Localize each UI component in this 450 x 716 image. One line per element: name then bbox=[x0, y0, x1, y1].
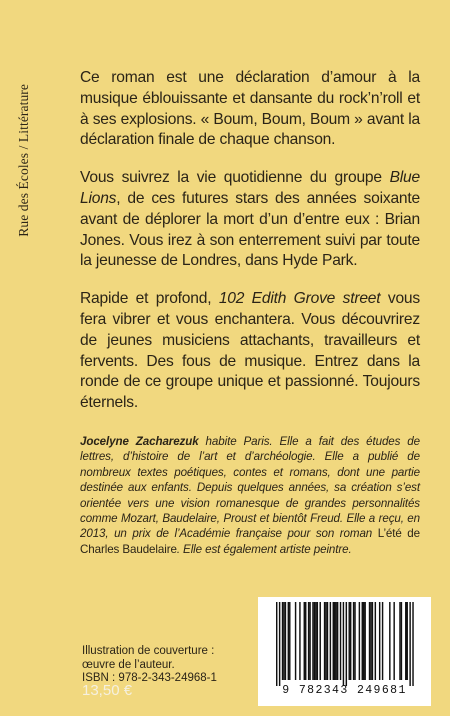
barcode-bar bbox=[279, 602, 280, 686]
barcode-bar bbox=[334, 602, 335, 680]
barcode-bar bbox=[325, 602, 326, 680]
barcode-bar bbox=[337, 602, 338, 680]
spine-text: Rue des Écoles / Littérature bbox=[16, 83, 31, 237]
barcode-bar bbox=[412, 602, 413, 686]
barcode-bar bbox=[283, 602, 284, 680]
bio-text: habite Paris. Elle a fait des études de lettres, d’histoire de l’art et d’archéologie. Elle a publié de nombreux textes poétiques, contes et romans, dont une partie destinée aux enfants. Depuis quelques années, sa création s’est orientée vers une vision romanesque de grandes personnalités comme Mozart, Baudelaire, Proust et bientôt Freud. Elle a reçu, en 2013, un prix de l’Académie française pour son roman bbox=[80, 435, 420, 541]
barcode-bar bbox=[333, 602, 334, 680]
blurb-text: Rapide et profond, bbox=[80, 290, 219, 308]
author-name: Jocelyne Zacharezuk bbox=[80, 435, 199, 448]
blurb-text: , de ces futures stars des années soixante avant de déplorer la mort d’un d’entre eux : Brian Jones. Vous irez à son enterrement suivi par toute la jeunesse de Londres, dans Hyde Park. bbox=[80, 189, 420, 270]
barcode-bar bbox=[309, 602, 310, 680]
credits bbox=[82, 645, 217, 686]
barcode-bar bbox=[320, 602, 321, 680]
barcode-bar bbox=[379, 602, 380, 680]
barcode-bar bbox=[362, 602, 363, 680]
blurb-paragraph-3 bbox=[80, 289, 420, 414]
barcode-bar bbox=[314, 602, 315, 680]
barcode-bar bbox=[304, 602, 305, 680]
barcode-bar bbox=[282, 602, 283, 680]
barcode-bar bbox=[407, 602, 408, 680]
blurb-text: Vous suivrez la vie quotidienne du groupe bbox=[80, 169, 390, 187]
blurb-paragraph-2 bbox=[80, 168, 420, 272]
barcode-bar bbox=[299, 602, 300, 680]
barcode-bars bbox=[266, 602, 423, 686]
barcode-bar bbox=[340, 602, 341, 680]
barcode-bar bbox=[359, 602, 360, 680]
barcode-bar bbox=[315, 602, 316, 680]
isbn: ISBN : 978-2-343-24968-1 bbox=[82, 672, 217, 684]
barcode-bar bbox=[363, 602, 364, 680]
barcode bbox=[258, 597, 431, 706]
author-bio bbox=[80, 434, 420, 557]
book-title: 102 Edith Grove street bbox=[218, 290, 381, 308]
barcode-bar bbox=[317, 602, 318, 680]
barcode-bar bbox=[285, 602, 286, 680]
barcode-bar bbox=[324, 602, 325, 680]
barcode-bar bbox=[350, 602, 351, 680]
price: 13,50 € bbox=[82, 682, 133, 699]
previous-book-title: L’été de Charles Baudelaire bbox=[80, 527, 421, 556]
barcode-bar bbox=[401, 602, 402, 680]
barcode-bar bbox=[305, 602, 306, 680]
barcode-bar bbox=[353, 602, 354, 680]
barcode-bar bbox=[276, 602, 277, 686]
barcode-bar bbox=[375, 602, 376, 680]
barcode-bar bbox=[295, 602, 296, 680]
band-name: Blue Lions bbox=[80, 169, 420, 207]
barcode-bar bbox=[409, 602, 410, 686]
blurb-text: vous fera vibrer et vous enchantera. Vous découvrirez de jeunes musiciens attachants, travailleurs et fervents. Des fous de musique. Entrez dans la ronde de ce groupe unique et passionné. Toujours éternels. bbox=[80, 290, 420, 412]
spine-label bbox=[12, 40, 36, 280]
barcode-bar bbox=[327, 602, 328, 680]
barcode-bar bbox=[354, 602, 355, 680]
barcode-bar bbox=[369, 602, 370, 680]
barcode-bar bbox=[335, 602, 336, 680]
barcode-bar bbox=[308, 602, 309, 680]
illustration-credit-detail: œuvre de l’auteur. bbox=[82, 658, 175, 671]
blurb-paragraph-1: Ce roman est une déclaration d’amour à la musique éblouissante et dansante du rock’n’roll et à ses explosions. « Boum, Boum, Boum » avant la déclaration finale de chaque chanson. bbox=[80, 69, 420, 149]
barcode-bar bbox=[330, 602, 331, 680]
barcode-bar bbox=[343, 602, 344, 686]
barcode-bar bbox=[346, 602, 347, 686]
illustration-credit: Illustration de couverture : bbox=[82, 645, 215, 657]
back-cover-blurb bbox=[80, 68, 420, 431]
bio-text: . Elle est également artiste peintre. bbox=[176, 542, 352, 556]
barcode-bar bbox=[389, 602, 390, 680]
barcode-bar bbox=[372, 602, 373, 680]
barcode-bar bbox=[399, 602, 400, 680]
barcode-bar bbox=[288, 602, 289, 680]
barcode-bar bbox=[370, 602, 371, 680]
barcode-bar bbox=[312, 602, 313, 680]
barcode-bar bbox=[289, 602, 290, 680]
barcode-bar bbox=[382, 602, 383, 680]
barcode-bar bbox=[393, 602, 394, 680]
barcode-digits: 9 782343 249681 bbox=[282, 684, 407, 697]
barcode-bar bbox=[349, 602, 350, 680]
barcode-bar bbox=[405, 602, 406, 680]
barcode-bar bbox=[364, 602, 365, 680]
